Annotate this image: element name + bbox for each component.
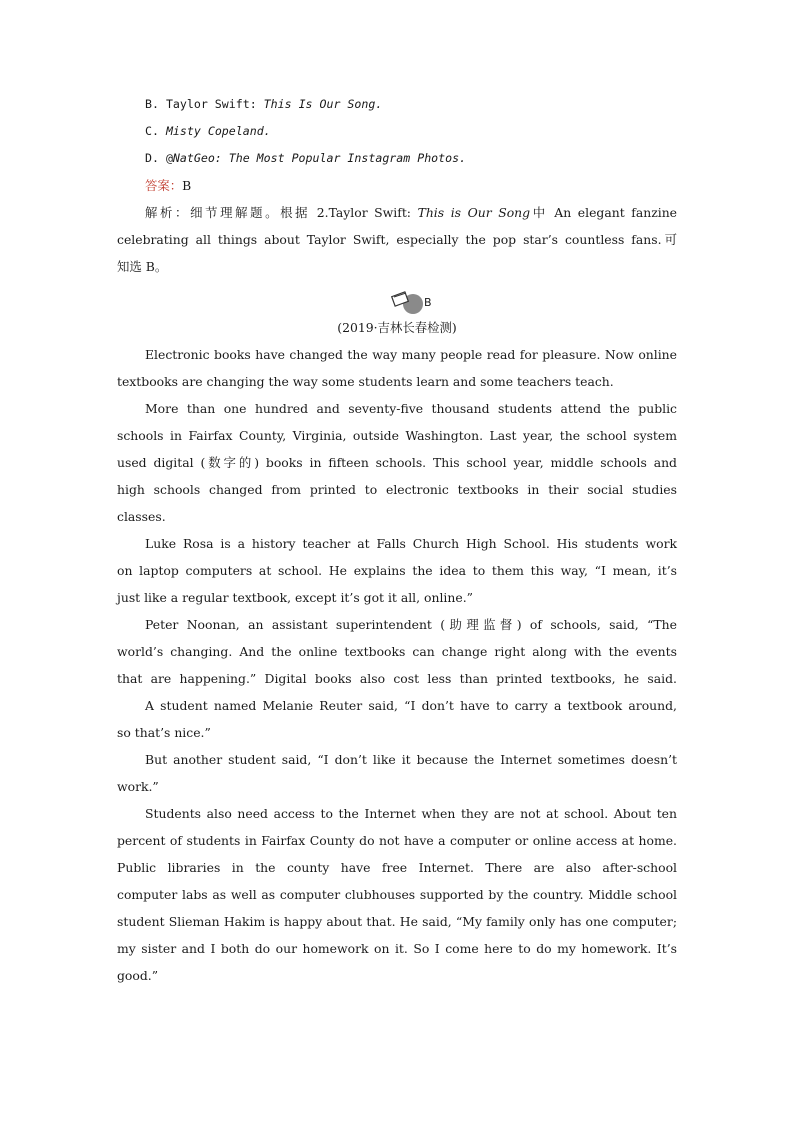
p2-line-3: used digital (数字的) books in fifteen schools. This school year, middle schools and: [117, 455, 677, 470]
document-page: [117, 91, 677, 989]
analysis-song-title: This is Our Song: [417, 205, 531, 220]
option-d-text: D. @: [145, 151, 173, 165]
analysis-line-3: 知选 B。: [117, 259, 168, 274]
p2-line-5: classes.: [117, 509, 166, 524]
p6-line-2: work.”: [117, 779, 159, 794]
section-letter: B: [424, 296, 432, 309]
option-b: [117, 91, 677, 118]
p4-line-1: Peter Noonan, an assistant superintendent (助理监督) of schools, said, “The: [145, 617, 677, 632]
analysis-line-2: celebrating all things about Taylor Swift, especially the pop star’s countless fans.可: [117, 232, 677, 247]
option-b-text: B. Taylor Swift:: [145, 97, 264, 111]
answer-line: [117, 172, 677, 199]
option-c-text: C.: [145, 124, 166, 138]
p2-line-4: high schools changed from printed to electronic textbooks in their social studies: [117, 482, 677, 497]
p7-line-2: percent of students in Fairfax County do not have a computer or online access at home.: [117, 833, 677, 848]
p7-line-5: student Slieman Hakim is happy about that. He said, “My family only has one computer;: [117, 914, 677, 929]
p7-line-1: Students also need access to the Internet when they are not at school. About ten: [145, 806, 677, 821]
p7-line-6: my sister and I both do our homework on it. So I come here to do my homework. It’s: [117, 941, 677, 956]
option-c: [117, 118, 677, 145]
p7-line-4: computer labs as well as computer clubhouses supported by the country. Middle school: [117, 887, 677, 902]
p2-line-1: More than one hundred and seventy-five thousand students attend the public: [145, 401, 677, 416]
analysis-line-1: [117, 199, 677, 226]
p4-line-3: that are happening.” Digital books also cost less than printed textbooks, he said.: [117, 671, 677, 686]
analysis-text-2: 中 An elegant fanzine: [530, 205, 678, 220]
p6-line-1: But another student said, “I don’t like it because the Internet sometimes doesn’t: [145, 752, 677, 767]
option-b-title: This Is Our Song.: [263, 97, 383, 111]
p3-line-1: Luke Rosa is a history teacher at Falls Church High School. His students work: [145, 536, 677, 551]
analysis-label: 解析：: [145, 205, 191, 220]
p3-line-3: just like a regular textbook, except it’s got it all, online.”: [117, 590, 473, 605]
option-d: [117, 145, 677, 172]
p3-line-2: on laptop computers at school. He explains the idea to them this way, “I mean, it’s: [117, 563, 677, 578]
option-c-title: Misty Copeland.: [165, 124, 271, 138]
p1-line-1: Electronic books have changed the way many people read for pleasure. Now online: [145, 347, 677, 362]
p4-line-2: world’s changing. And the online textbooks can change right along with the events: [117, 644, 677, 659]
option-d-title: NatGeo: The Most Popular Instagram Photos.: [172, 151, 467, 165]
passage-source: (2019·吉林长春检测): [337, 320, 457, 335]
answer-value: B: [182, 178, 192, 193]
p2-line-2: schools in Fairfax County, Virginia, outside Washington. Last year, the school system: [117, 428, 677, 443]
p5-line-2: so that’s nice.”: [117, 725, 211, 740]
analysis-text-1: 细节理解题。根据 2.Taylor Swift:: [190, 205, 418, 220]
p7-line-7: good.”: [117, 968, 159, 983]
reading-section-icon: [389, 288, 429, 316]
answer-label: 答案：: [145, 178, 183, 193]
p7-line-3: Public libraries in the county have free Internet. There are also after-school: [117, 860, 677, 875]
p1-line-2: textbooks are changing the way some students learn and some teachers teach.: [117, 374, 614, 389]
p5-line-1: A student named Melanie Reuter said, “I don’t have to carry a textbook around,: [145, 698, 677, 713]
section-header: [117, 284, 677, 314]
